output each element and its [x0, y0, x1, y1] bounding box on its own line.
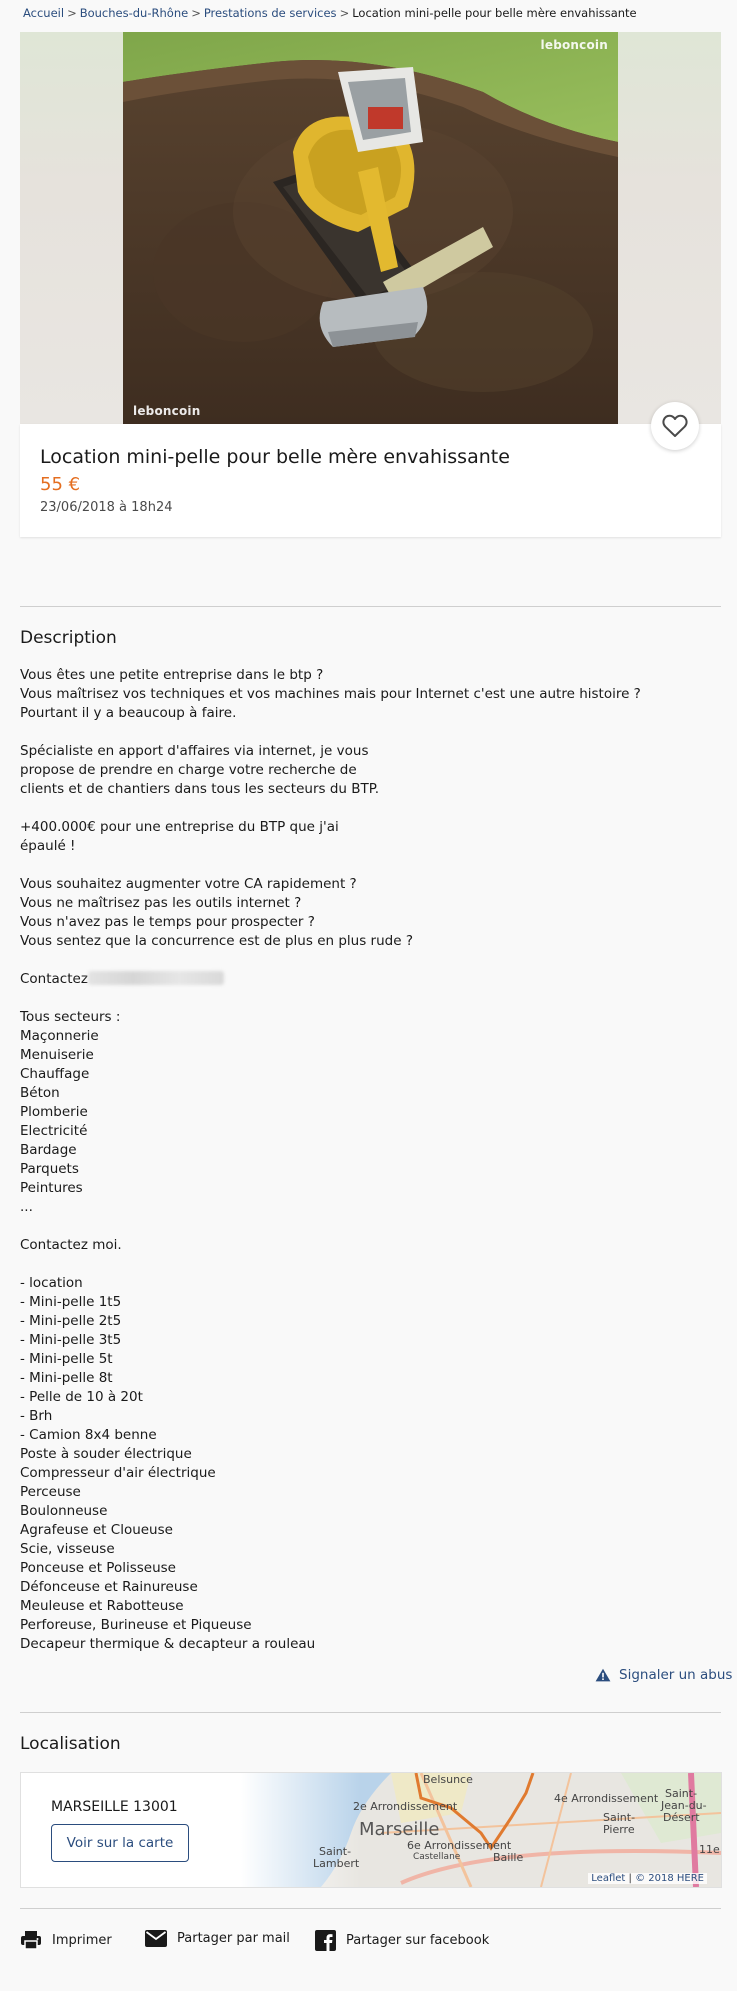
- description-text: Parquets: [20, 1161, 79, 1177]
- description-text: Vous ne maîtrisez pas les outils internet ?: [20, 895, 302, 911]
- map-label: 4e Arrondissement: [554, 1792, 659, 1805]
- description-text: Maçonnerie: [20, 1028, 99, 1044]
- description-line: [20, 913, 700, 932]
- description-text: Spécialiste en apport d'affaires via internet, je vous: [20, 743, 369, 759]
- description-text: +400.000€ pour une entreprise du BTP que j'ai: [20, 819, 339, 835]
- description-line: [20, 1008, 700, 1027]
- share-mail-button[interactable]: [145, 1930, 290, 1947]
- map-label: Baille: [493, 1851, 524, 1864]
- breadcrumb-separator: >: [67, 6, 77, 20]
- description-text: Vous sentez que la concurrence est de plus en plus rude ?: [20, 933, 413, 949]
- description-line: [20, 1426, 700, 1445]
- breadcrumb-region[interactable]: Bouches-du-Rhône: [79, 6, 189, 20]
- print-label: Imprimer: [52, 1932, 112, 1948]
- description-text: Agrafeuse et Cloueuse: [20, 1522, 173, 1538]
- location-map[interactable]: [241, 1773, 721, 1887]
- share-facebook-label: Partager sur facebook: [346, 1933, 490, 1948]
- description-line: [20, 685, 700, 704]
- mail-icon: [145, 1930, 167, 1947]
- watermark-logo: leboncoin: [133, 404, 201, 418]
- description-text: propose de prendre en charge votre recherche de: [20, 762, 357, 778]
- description-line: [20, 951, 700, 970]
- ad-photo[interactable]: [123, 32, 618, 424]
- location-city: MARSEILLE 13001: [51, 1799, 178, 1815]
- description-line: [20, 1312, 700, 1331]
- description-line: [20, 1236, 700, 1255]
- description-text: - location: [20, 1275, 83, 1291]
- description-text: Meuleuse et Rabotteuse: [20, 1598, 184, 1614]
- description-line: [20, 704, 700, 723]
- share-facebook-button[interactable]: [315, 1930, 489, 1951]
- description-line: [20, 1198, 700, 1217]
- description-text: - Pelle de 10 à 20t: [20, 1389, 143, 1405]
- description-line: [20, 1540, 700, 1559]
- breadcrumb-separator: >: [339, 6, 350, 20]
- description-text: ...: [20, 1199, 33, 1215]
- here-attribution[interactable]: © 2018 HERE: [635, 1873, 704, 1884]
- description-line: [20, 1388, 700, 1407]
- description-text: Compresseur d'air électrique: [20, 1465, 216, 1481]
- description-text: - Mini-pelle 1t5: [20, 1294, 122, 1310]
- breadcrumb: [23, 6, 637, 20]
- description-line: [20, 989, 700, 1008]
- map-label: Lambert: [313, 1857, 360, 1870]
- divider: [20, 606, 721, 607]
- report-abuse-link[interactable]: [595, 1667, 732, 1683]
- description-line: [20, 742, 700, 761]
- breadcrumb-current: Location mini-pelle pour belle mère envahissante: [352, 6, 637, 20]
- description-line: [20, 1407, 700, 1426]
- share-mail-label: Partager par mail: [177, 1931, 290, 1946]
- description-line: [20, 1084, 700, 1103]
- map-label: 2e Arrondissement: [353, 1800, 458, 1813]
- description-text: Perceuse: [20, 1484, 81, 1500]
- description-line: [20, 1635, 700, 1654]
- description-line: [20, 1027, 700, 1046]
- facebook-icon: [315, 1930, 336, 1951]
- description-text: Défonceuse et Rainureuse: [20, 1579, 198, 1595]
- print-button[interactable]: [20, 1930, 112, 1950]
- description-line: [20, 723, 700, 742]
- map-label: Saint-: [319, 1845, 352, 1858]
- description-line: [20, 1331, 700, 1350]
- map-label: Saint-: [665, 1787, 698, 1800]
- description-text: Vous maîtrisez vos techniques et vos machines mais pour Internet c'est une autre histoire ?: [20, 686, 641, 702]
- description-text: Ponceuse et Polisseuse: [20, 1560, 176, 1576]
- description-heading: Description: [20, 628, 117, 648]
- description-text: Vous êtes une petite entreprise dans le btp ?: [20, 667, 324, 683]
- description-text: - Mini-pelle 8t: [20, 1370, 113, 1386]
- description-text: Béton: [20, 1085, 60, 1101]
- description-line: [20, 1160, 700, 1179]
- map-label: Castellane: [413, 1852, 461, 1862]
- description-line: [20, 856, 700, 875]
- description-text: - Brh: [20, 1408, 53, 1424]
- description-text: Menuiserie: [20, 1047, 94, 1063]
- description-text: Plomberie: [20, 1104, 88, 1120]
- redacted-contact: [88, 971, 224, 985]
- description-line: [20, 1616, 700, 1635]
- description-line: [20, 761, 700, 780]
- map-label: Désert: [663, 1811, 700, 1824]
- description-line: [20, 875, 700, 894]
- favorite-button[interactable]: [651, 402, 699, 450]
- ad-date: 23/06/2018 à 18h24: [40, 500, 173, 515]
- location-card: [20, 1772, 722, 1888]
- report-abuse-label: Signaler un abus: [619, 1667, 733, 1683]
- description-line: [20, 1521, 700, 1540]
- description-line: [20, 818, 700, 837]
- description-line: [20, 1597, 700, 1616]
- description-line: [20, 1065, 700, 1084]
- description-line: [20, 894, 700, 913]
- description-text: Scie, visseuse: [20, 1541, 115, 1557]
- map-label: Pierre: [603, 1823, 635, 1836]
- view-map-button[interactable]: Voir sur la carte: [51, 1824, 189, 1862]
- ad-summary-card: [20, 424, 721, 537]
- leaflet-link[interactable]: Leaflet: [591, 1873, 626, 1884]
- gallery-blur-left: [20, 32, 123, 424]
- description-line: [20, 1369, 700, 1388]
- description-line: [20, 932, 700, 951]
- description-line: [20, 1179, 700, 1198]
- description-line: [20, 1217, 700, 1236]
- location-heading: Localisation: [20, 1734, 121, 1754]
- gallery-blur-right: [618, 32, 721, 424]
- description-line: [20, 799, 700, 818]
- description-text: Pourtant il y a beaucoup à faire.: [20, 705, 237, 721]
- description-line: [20, 1122, 700, 1141]
- description-body: [20, 666, 700, 1654]
- printer-icon: [20, 1930, 42, 1950]
- description-line: [20, 1502, 700, 1521]
- heart-icon: [662, 414, 688, 438]
- description-text: Bardage: [20, 1142, 77, 1158]
- watermark-logo: leboncoin: [540, 38, 608, 52]
- divider: [20, 1712, 721, 1713]
- description-text: Vous n'avez pas le temps pour prospecter ?: [20, 914, 315, 930]
- description-line: [20, 1350, 700, 1369]
- description-line: [20, 780, 700, 799]
- description-text: - Mini-pelle 3t5: [20, 1332, 122, 1348]
- breadcrumb-category[interactable]: Prestations de services: [203, 6, 337, 20]
- description-line: [20, 1559, 700, 1578]
- description-text: - Camion 8x4 benne: [20, 1427, 157, 1443]
- description-line: [20, 666, 700, 685]
- description-text: Decapeur thermique & decapteur a rouleau: [20, 1636, 316, 1652]
- description-text: Boulonneuse: [20, 1503, 108, 1519]
- description-line: [20, 837, 700, 856]
- description-line: [20, 1445, 700, 1464]
- map-label: Marseille: [359, 1819, 440, 1840]
- description-text: Vous souhaitez augmenter votre CA rapidement ?: [20, 876, 357, 892]
- map-label: Belsunce: [423, 1773, 473, 1786]
- description-line: [20, 1103, 700, 1122]
- ad-price: 55 €: [40, 474, 81, 495]
- description-text: Perforeuse, Burineuse et Piqueuse: [20, 1617, 252, 1633]
- warning-icon: [595, 1668, 611, 1682]
- description-line: [20, 1578, 700, 1597]
- attribution-separator: |: [628, 1873, 632, 1884]
- map-label: 11e: [699, 1843, 720, 1856]
- description-line: [20, 1046, 700, 1065]
- description-line: [20, 1255, 700, 1274]
- description-line: [20, 1483, 700, 1502]
- description-text: - Mini-pelle 5t: [20, 1351, 113, 1367]
- description-line: [20, 970, 700, 989]
- divider: [20, 1908, 721, 1909]
- map-label: Jean-du-: [661, 1799, 707, 1812]
- description-line: [20, 1141, 700, 1160]
- description-line: [20, 1293, 700, 1312]
- description-line: [20, 1274, 700, 1293]
- map-label: Saint-: [603, 1811, 636, 1824]
- breadcrumb-home[interactable]: Accueil: [23, 6, 65, 20]
- map-label: 6e Arrondissement: [407, 1839, 512, 1852]
- map-tiles: [241, 1773, 721, 1887]
- description-line: [20, 1464, 700, 1483]
- description-text: Electricité: [20, 1123, 88, 1139]
- description-text: - Mini-pelle 2t5: [20, 1313, 122, 1329]
- description-text: Contactez moi.: [20, 1237, 122, 1253]
- description-text: Tous secteurs :: [20, 1009, 121, 1025]
- description-text: épaulé !: [20, 838, 76, 854]
- description-text: Contactez: [20, 971, 88, 987]
- description-text: clients et de chantiers dans tous les secteurs du BTP.: [20, 781, 380, 797]
- breadcrumb-separator: >: [191, 6, 201, 20]
- description-text: Chauffage: [20, 1066, 90, 1082]
- description-text: Peintures: [20, 1180, 83, 1196]
- photo-gallery[interactable]: [20, 32, 721, 424]
- description-text: Poste à souder électrique: [20, 1446, 192, 1462]
- excavator-photo: [123, 32, 618, 424]
- ad-title: Location mini-pelle pour belle mère envahissante: [40, 446, 510, 468]
- map-attribution: [588, 1873, 707, 1884]
